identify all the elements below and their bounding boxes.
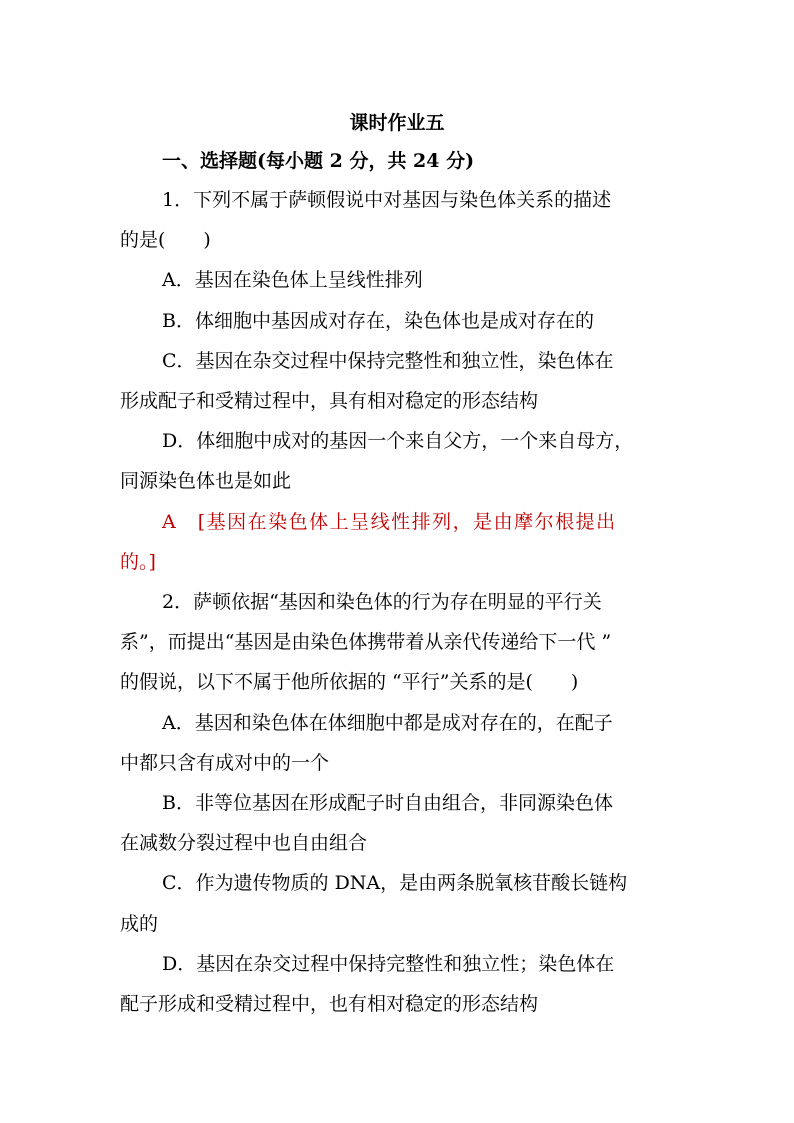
q1-option-a: A．基因在染色体上呈线性排列 bbox=[162, 269, 423, 291]
q1-answer-line1: A [基因在染色体上呈线性排列，是由摩尔根提出 bbox=[162, 511, 617, 533]
q1-option-d-line1: D．体细胞中成对的基因一个来自父方，一个来自母方， bbox=[162, 430, 634, 452]
q1-option-d-line2: 同源染色体也是如此 bbox=[120, 470, 292, 492]
page-title: 课时作业五 bbox=[349, 112, 445, 134]
q2-option-a-line1: A．基因和染色体在体细胞中都是成对存在的，在配子 bbox=[162, 712, 613, 734]
q1-option-c-line2: 形成配子和受精过程中，具有相对稳定的形态结构 bbox=[120, 390, 539, 412]
q2-option-c-line2: 成的 bbox=[120, 913, 159, 935]
q2-stem-line1: 2．萨顿依据“基因和染色体的行为存在明显的平行关 bbox=[162, 591, 602, 613]
section-heading: 一、选择题(每小题 2 分，共 24 分) bbox=[162, 150, 475, 172]
q2-option-d-line2: 配子形成和受精过程中，也有相对稳定的形态结构 bbox=[120, 993, 539, 1015]
q2-option-d-line1: D．基因在杂交过程中保持完整性和独立性；染色体在 bbox=[162, 953, 615, 975]
q2-option-a-line2: 中都只含有成对中的一个 bbox=[120, 752, 330, 774]
q1-stem-line2: 的是( ) bbox=[120, 229, 211, 251]
q2-stem-line3: 的假说，以下不属于他所依据的 “平行”关系的是( ) bbox=[120, 671, 579, 693]
q2-option-b-line1: B．非等位基因在形成配子时自由组合，非同源染色体 bbox=[162, 792, 613, 814]
q1-option-b: B．体细胞中基因成对存在，染色体也是成对存在的 bbox=[162, 310, 594, 332]
q2-option-c-line1: C．作为遗传物质的 DNA，是由两条脱氧核苷酸长链构 bbox=[162, 872, 628, 894]
q2-stem-line2: 系”，而提出“基因是由染色体携带着从亲代传递给下一代 ” bbox=[120, 631, 612, 653]
q1-answer-line2: 的。] bbox=[120, 551, 156, 573]
q1-stem-line1: 1．下列不属于萨顿假说中对基因与染色体关系的描述 bbox=[162, 189, 612, 211]
q2-option-b-line2: 在减数分裂过程中也自由组合 bbox=[120, 832, 368, 854]
q1-option-c-line1: C．基因在杂交过程中保持完整性和独立性，染色体在 bbox=[162, 350, 614, 372]
